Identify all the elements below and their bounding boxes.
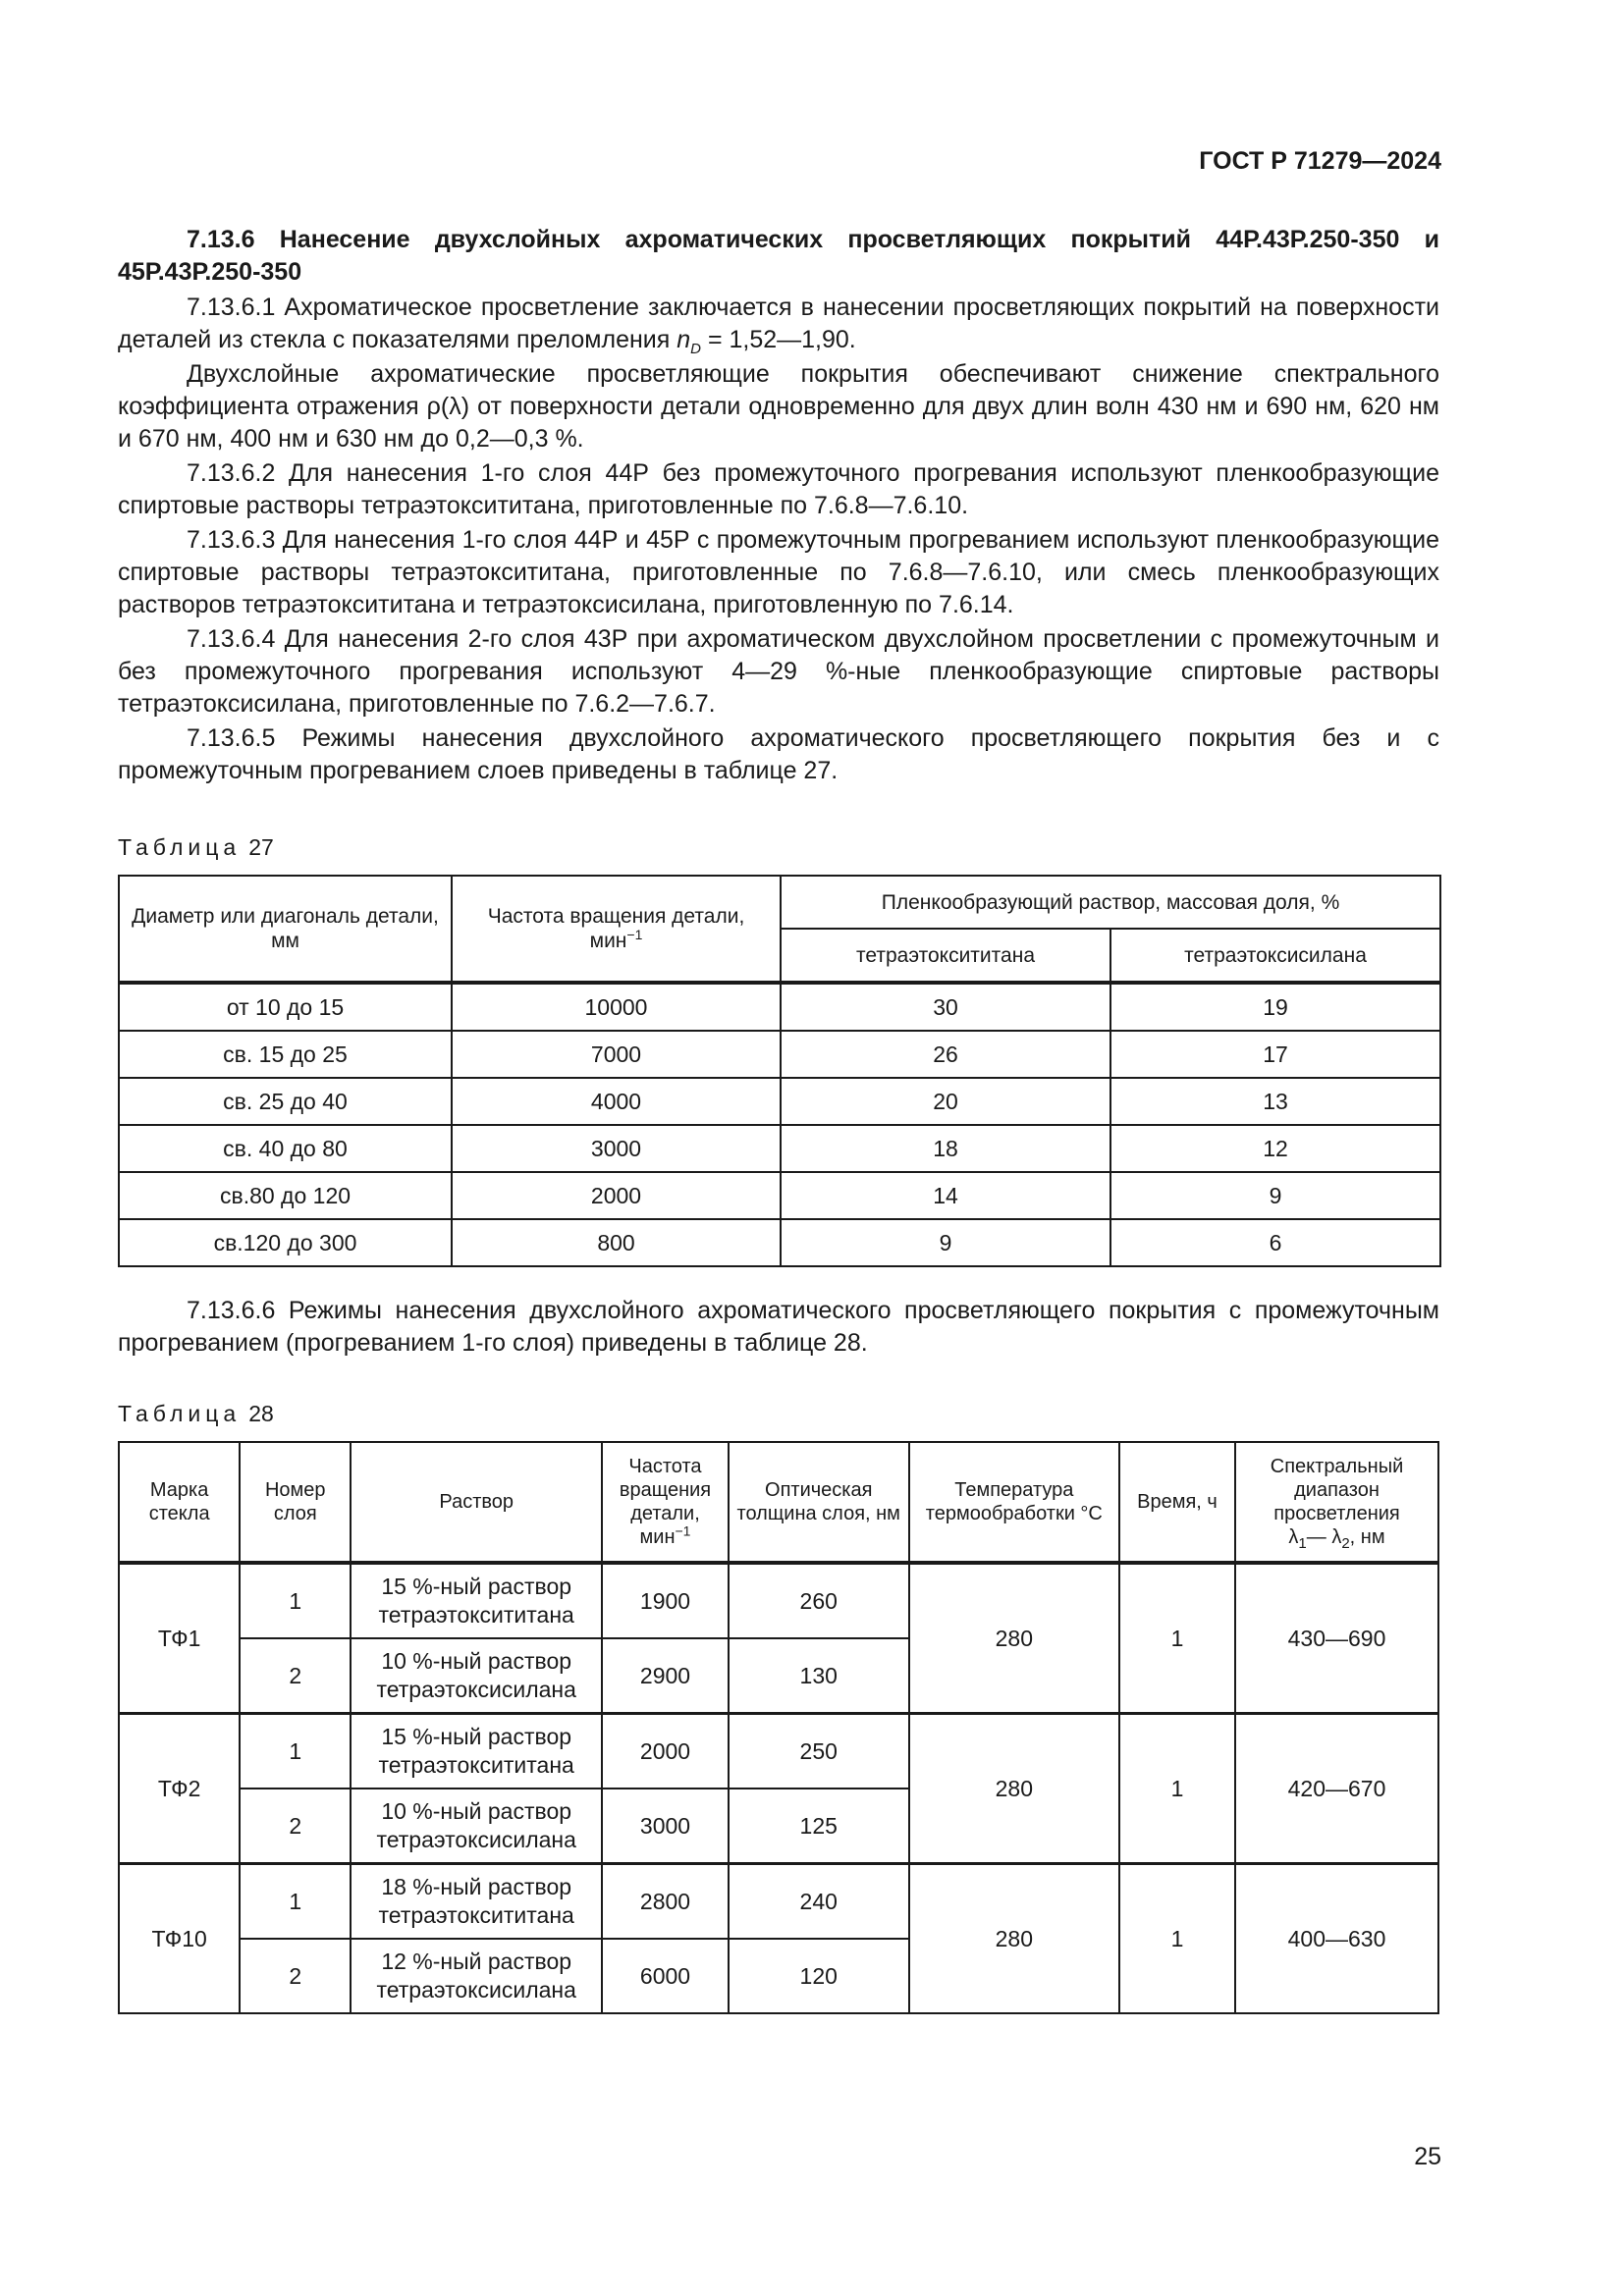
cell-glass-grade: ТФ1 [119,1563,240,1714]
cell-rotation-speed: 2900 [602,1638,729,1714]
cell-optical-thickness: 120 [729,1939,909,2013]
cell-silicon: 19 [1110,983,1440,1031]
table-row [119,1563,1438,1638]
table-caption-number: 27 [248,834,274,860]
cell-silicon: 12 [1110,1125,1440,1172]
cell-rotation-speed: 3000 [602,1789,729,1864]
lambda-2-sub: 2 [1341,1535,1350,1552]
cell-diameter: от 10 до 15 [119,983,452,1031]
header-speed-unit-sup: −1 [675,1522,691,1539]
cell-titanium: 30 [781,983,1110,1031]
solution-concentration: 10 %-ный раствор [381,1648,572,1674]
header-speed-text: Частота вращения детали, мин [487,905,745,952]
cell-titanium: 9 [781,1219,1110,1266]
solution-concentration: 10 %-ный раствор [381,1798,572,1824]
solution-substance: тетраэтоксисилана [376,1827,576,1852]
cell-rotation-speed: 4000 [452,1078,781,1125]
header-rotation-speed [452,876,781,983]
table-row [119,1078,1440,1125]
cell-silicon: 9 [1110,1172,1440,1219]
paragraph-7-13-6-1 [118,292,1439,356]
paragraph-7-13-6-5: 7.13.6.5 Режимы нанесения двухслойного ахроматического просветляющего покрытия без и с промежуточным прогреванием слоев приведены в таблице 27. [118,724,1439,784]
header-speed-text: Частота вращения детали, мин [619,1456,712,1548]
paragraph-7-13-6-4: 7.13.6.4 Для нанесения 2-го слоя 43Р при ахроматическом двухслойном просветлении с промежуточным и без промежуточного прогревания используют 4—29 %-ные пленкообразующие спиртовые растворы тетраэтоксисилана, приготовленные по 7.6.2—7.6.7. [118,625,1439,718]
table-27-body [119,983,1440,1266]
cell-titanium: 20 [781,1078,1110,1125]
cell-silicon: 13 [1110,1078,1440,1125]
range-unit: , нм [1349,1526,1385,1548]
header-speed-unit-sup: −1 [626,927,643,942]
cell-layer-number: 2 [240,1638,351,1714]
header-range-text: Спектральный диапазон просветления [1270,1456,1404,1524]
paragraph-7-13-6-2: 7.13.6.2 Для нанесения 1-го слоя 44Р без промежуточного прогревания используют пленкообразующие спиртовые растворы тетраэтоксититана, приготовленные по 7.6.8—7.6.10. [118,459,1439,519]
cell-layer-number: 2 [240,1939,351,2013]
page-number: 25 [1414,2143,1441,2170]
cell-time: 1 [1119,1864,1235,2014]
lambda-2: — λ [1306,1526,1342,1548]
cell-rotation-speed: 3000 [452,1125,781,1172]
cell-layer-number: 1 [240,1563,351,1638]
refractive-index-symbol: n [677,326,691,353]
cell-solution [351,1789,602,1864]
table-row [119,1125,1440,1172]
cell-diameter: св. 40 до 80 [119,1125,452,1172]
cell-solution [351,1638,602,1714]
paragraph-7-13-6-6: 7.13.6.6 Режимы нанесения двухслойного ахроматического просветляющего покрытия с промежуточным прогреванием (прогреванием 1-го слоя) приведены в таблице 28. [118,1297,1439,1357]
table-28-body [119,1563,1438,2013]
paragraph-text: 7.13.6.1 Ахроматическое просветление заключается в нанесении просветляющих покрытий на поверхности деталей из стекла с показателями преломления [118,294,1439,353]
header-film-solution: Пленкообразующий раствор, массовая доля, % [781,876,1440,929]
solution-substance: тетраэтоксититана [378,1902,574,1928]
cell-solution [351,1864,602,1940]
cell-rotation-speed: 10000 [452,983,781,1031]
paragraph-description: Двухслойные ахроматические просветляющие покрытия обеспечивают снижение спектрального коэффициента отражения ρ(λ) от поверхности детали одновременно для двух длин волн 430 нм и 690 нм, 620 нм и 670 нм, 400 нм и 630 нм до 0,2—0,3 %. [118,360,1439,453]
cell-time: 1 [1119,1714,1235,1864]
solution-substance: тетраэтоксисилана [376,1977,576,2002]
cell-titanium: 14 [781,1172,1110,1219]
table-caption-word: Таблица [118,834,242,860]
table-28 [118,1441,1439,2014]
cell-solution [351,1939,602,2013]
cell-glass-grade: ТФ10 [119,1864,240,2014]
table-28-caption [118,1401,1439,1427]
header-diameter: Диаметр или диагональ детали, мм [119,876,452,983]
cell-rotation-speed: 2800 [602,1864,729,1940]
cell-silicon: 17 [1110,1031,1440,1078]
cell-optical-thickness: 125 [729,1789,909,1864]
cell-spectral-range: 430—690 [1235,1563,1438,1714]
solution-substance: тетраэтоксититана [378,1752,574,1778]
cell-optical-thickness: 240 [729,1864,909,1940]
solution-concentration: 12 %-ный раствор [381,1949,572,1974]
cell-rotation-speed: 1900 [602,1563,729,1638]
cell-rotation-speed: 2000 [602,1714,729,1789]
table-row [119,1219,1440,1266]
solution-concentration: 18 %-ный раствор [381,1874,572,1899]
header-titanium: тетраэтоксититана [781,929,1110,983]
cell-spectral-range: 400—630 [1235,1864,1438,2014]
table-27 [118,875,1441,1267]
cell-diameter: св.120 до 300 [119,1219,452,1266]
cell-optical-thickness: 130 [729,1638,909,1714]
table-row [119,1864,1438,1940]
table-caption-word: Таблица [118,1401,242,1426]
cell-glass-grade: ТФ2 [119,1714,240,1864]
cell-temperature: 280 [909,1714,1119,1864]
cell-titanium: 18 [781,1125,1110,1172]
cell-time: 1 [1119,1563,1235,1714]
solution-concentration: 15 %-ный раствор [381,1724,572,1749]
table-row [119,1031,1440,1078]
table-27-caption [118,834,1439,861]
lambda-1-sub: 1 [1298,1535,1307,1552]
cell-temperature: 280 [909,1563,1119,1714]
header-optical-thickness: Оптическая толщина слоя, нм [729,1442,909,1563]
solution-substance: тетраэтоксититана [378,1602,574,1628]
cell-layer-number: 1 [240,1714,351,1789]
cell-optical-thickness: 260 [729,1563,909,1638]
table-row [119,1714,1438,1789]
header-layer-number: Номер слоя [240,1442,351,1563]
cell-spectral-range: 420—670 [1235,1714,1438,1864]
lambda-1: λ [1288,1526,1299,1548]
cell-rotation-speed: 6000 [602,1939,729,2013]
cell-silicon: 6 [1110,1219,1440,1266]
table-caption-number: 28 [248,1401,274,1426]
cell-optical-thickness: 250 [729,1714,909,1789]
cell-titanium: 26 [781,1031,1110,1078]
cell-solution [351,1714,602,1789]
section-heading: 7.13.6 Нанесение двухслойных ахроматических просветляющих покрытий 44Р.43Р.250-350 и 45Р.43Р.250-350 [118,226,1439,286]
cell-diameter: св.80 до 120 [119,1172,452,1219]
header-glass-grade: Марка стекла [119,1442,240,1563]
solution-substance: тетраэтоксисилана [376,1677,576,1702]
cell-rotation-speed: 2000 [452,1172,781,1219]
table-row [119,1172,1440,1219]
cell-diameter: св. 15 до 25 [119,1031,452,1078]
header-spectral-range [1235,1442,1438,1563]
paragraph-7-13-6-3: 7.13.6.3 Для нанесения 1-го слоя 44Р и 45Р с промежуточным прогреванием используют пленкообразующие спиртовые растворы тетраэтоксититана, приготовленные по 7.6.8—7.6.10, или смесь пленкообразующих растворов тетраэтоксититана и тетраэтоксисилана, приготовленную по 7.6.14. [118,526,1439,618]
cell-diameter: св. 25 до 40 [119,1078,452,1125]
refractive-index-subscript: D [690,341,701,357]
table-row [119,983,1440,1031]
paragraph-text: = 1,52—1,90. [701,326,856,353]
cell-solution [351,1563,602,1638]
cell-rotation-speed: 800 [452,1219,781,1266]
header-temperature: Температура термообработки °С [909,1442,1119,1563]
page-content [118,224,1439,2014]
solution-concentration: 15 %-ный раствор [381,1574,572,1599]
cell-layer-number: 2 [240,1789,351,1864]
header-silicon: тетраэтоксисилана [1110,929,1440,983]
header-time: Время, ч [1119,1442,1235,1563]
cell-temperature: 280 [909,1864,1119,2014]
document-code: ГОСТ Р 71279—2024 [1199,147,1441,175]
cell-rotation-speed: 7000 [452,1031,781,1078]
header-rotation-speed [602,1442,729,1563]
header-solution: Раствор [351,1442,602,1563]
cell-layer-number: 1 [240,1864,351,1940]
